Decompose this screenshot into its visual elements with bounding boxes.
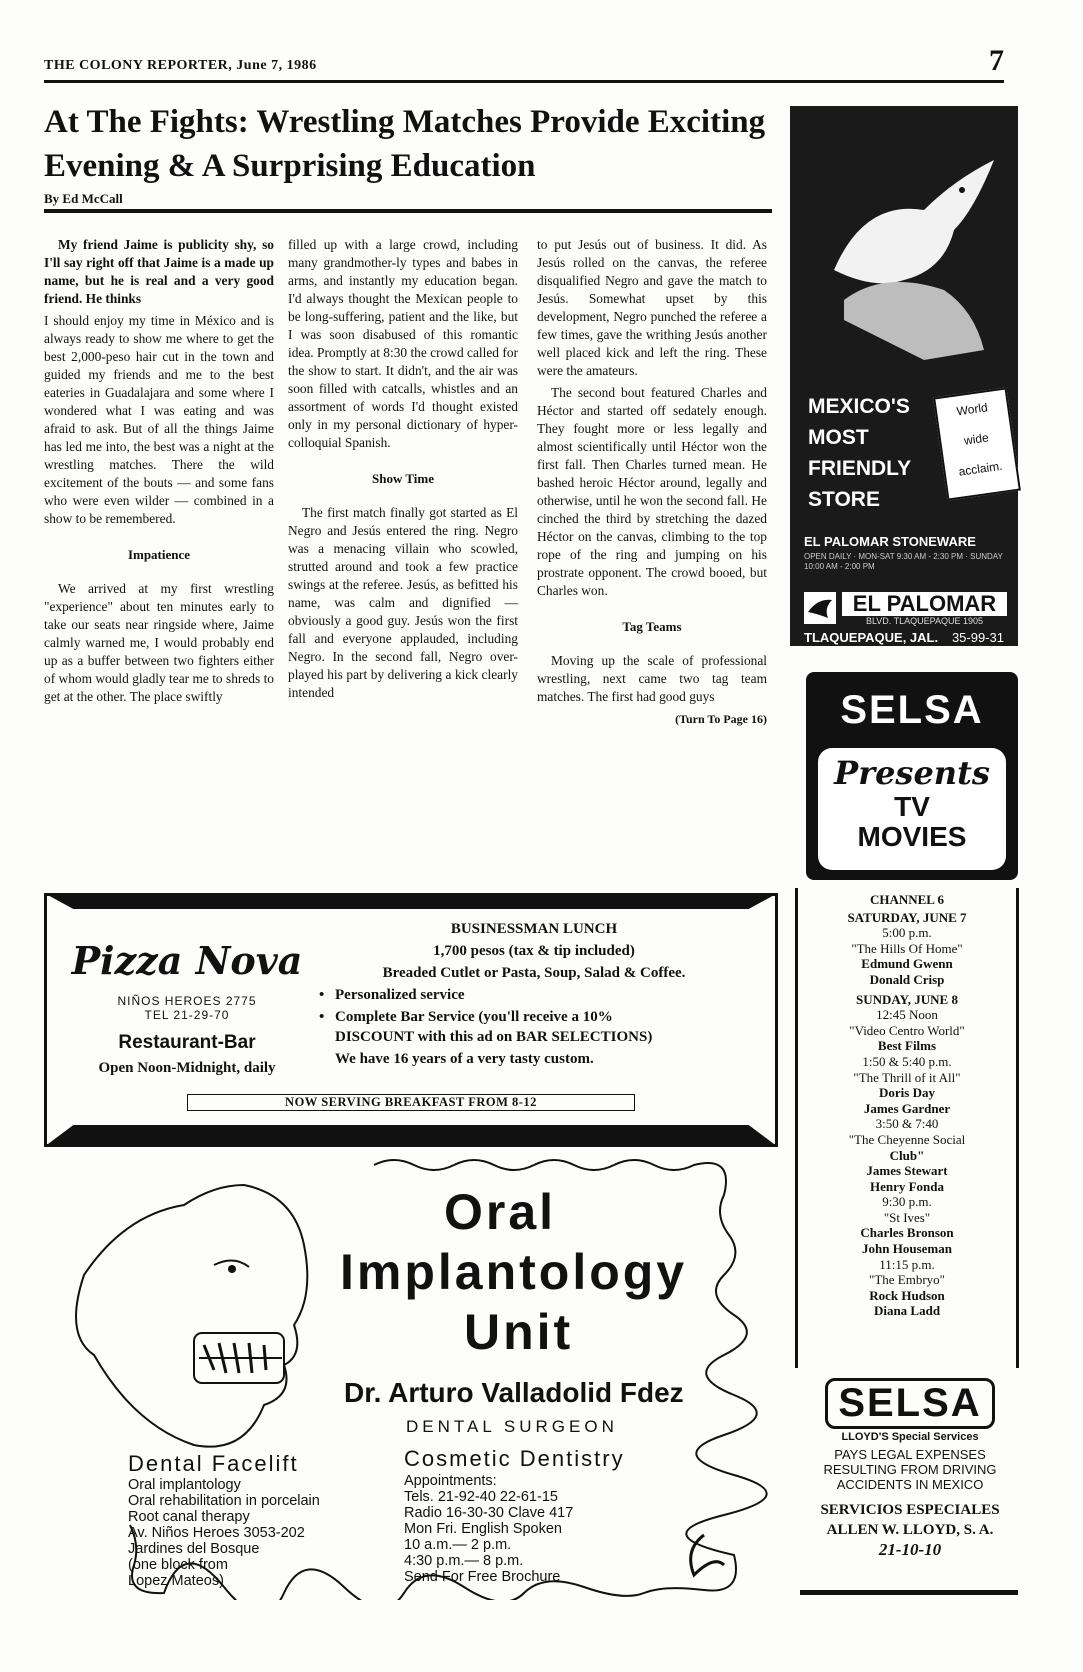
schedule-line: Doris Day [879, 1085, 935, 1101]
lunch-title: BUSINESSMAN LUNCH [450, 921, 618, 937]
selsa-tv-movies-ad [806, 672, 1018, 880]
breakfast-banner: NOW SERVING BREAKFAST FROM 8-12 [187, 1094, 635, 1111]
schedule-line: 9:30 p.m. [882, 1194, 932, 1210]
jump-line: (Turn To Page 16) [675, 712, 767, 726]
tv-text: TV [894, 791, 930, 822]
services-line: ALLEN W. LLOYD, S. A. [826, 1522, 994, 1538]
pays-line: ACCIDENTS IN MEXICO [836, 1477, 984, 1492]
dental-line: 10 a.m.— 2 p.m. [404, 1537, 512, 1553]
article-headline: At The Fights: Wrestling Matches Provide Exciting Evening & A Surprising Education [44, 104, 766, 184]
schedule-line: "St Ives" [883, 1209, 931, 1225]
schedule-line: "The Hills Of Home" [851, 940, 963, 956]
article-paragraph: The second bout featured Charles and Héctor and started off sedately enough. They fought more or less legally and almost scientifically until Héctor won the first fall. Then Charles turned mean. He bashed heroic Héctor around, legally and otherwise, until he won the second fall. He cinched the third by stretching the dazed Héctor on the canvas, climbing to the top rope of the ring and jumping on his prostrate opponent. The crowd booed, but Charles won. [537, 385, 767, 598]
selsa-inner-panel [818, 748, 1006, 870]
sunday-heading: SUNDAY, JUNE 8 [856, 991, 958, 1007]
dental-right-column [404, 1445, 625, 1585]
pizza-nova-logo: Pizza Nova [71, 938, 303, 983]
presents-text: Presents [834, 754, 990, 792]
lunch-menu: Breaded Cutlet or Pasta, Soup, Salad & Coffee. [382, 965, 686, 981]
saturday-listings [798, 925, 1016, 987]
schedule-line: 5:00 p.m. [882, 925, 932, 941]
ad-top-bar [44, 893, 778, 909]
lunch-offer [309, 918, 759, 1070]
palomar-phone: 35-99-31 [951, 630, 1004, 645]
dental-line: 4:30 p.m.— 8 p.m. [404, 1553, 524, 1569]
dental-left-lines [128, 1477, 320, 1589]
masthead [44, 44, 1004, 83]
palomar-slogan [808, 391, 911, 515]
bottom-rule [800, 1590, 1018, 1595]
dental-line: Appointments: [404, 1473, 497, 1489]
lloyd-phone: 21-10-10 [878, 1540, 942, 1559]
acclaim-line: World [955, 400, 989, 419]
dental-line: (one block from [128, 1557, 228, 1573]
article-paragraph: I should enjoy my time in México and is always ready to show me where to get the best 2,000-peso hair cut in the town and guided my friends and me to the best eateries in Guadalajara and some where I wondered what I was eating and was afraid to ask. But of all the things Jaime has led me into, the best was a night at the wrestling matches. There the wild excitement of the bouts — and some fans who were even wilder — combined in a show to be remembered. [44, 313, 274, 526]
lloyd-subtitle: LLOYD'S Special Services [841, 1431, 979, 1443]
pays-line: PAYS LEGAL EXPENSES [834, 1447, 986, 1462]
lloyd-services [800, 1500, 1020, 1540]
article-column-1 [44, 236, 274, 710]
schedule-line: Edmund Gwenn [861, 956, 953, 972]
folio: THE COLONY REPORTER, June 7, 1986 [44, 58, 317, 73]
byline: By Ed McCall [44, 191, 123, 206]
selsa-lloyd-ad [800, 1378, 1020, 1560]
subhead-show-time: Show Time [371, 471, 434, 486]
dental-line: Mon Fri. English Spoken [404, 1521, 562, 1537]
saturday-heading: SATURDAY, JUNE 7 [847, 909, 967, 925]
schedule-line: "The Embryo" [869, 1272, 945, 1288]
article-column-3 [537, 236, 767, 728]
schedule-line: 12:45 Noon [876, 1007, 938, 1023]
bullet-item: • Personalized service [335, 984, 759, 1006]
sunday-listings [798, 1007, 1016, 1319]
slogan-line: STORE [808, 488, 880, 511]
acclaim-line: acclaim. [957, 458, 1004, 479]
page-number: 7 [989, 44, 1004, 77]
schedule-line: "Video Centro World" [849, 1022, 965, 1038]
title-implantology: Implantology [340, 1244, 688, 1300]
schedule-line: Club" [889, 1147, 925, 1163]
subhead-tag-teams: Tag Teams [622, 619, 682, 634]
years-line: We have 16 years of a very tasty custom. [335, 1051, 594, 1067]
schedule-line: James Gardner [863, 1100, 951, 1116]
palomar-name: EL PALOMAR [842, 592, 1007, 616]
subhead-impatience: Impatience [127, 547, 191, 562]
bullet-continuation: DISCOUNT with this ad on BAR SELECTIONS) [335, 1029, 653, 1045]
article-paragraph: Moving up the scale of professional wrestling, next came two tag team matches. The first had good guys [537, 653, 767, 704]
pizza-address [67, 994, 307, 1022]
palomar-city-name: TLAQUEPAQUE, JAL. [804, 630, 939, 645]
slogan-line: MEXICO'S [808, 395, 910, 418]
palomar-logo-icon [804, 592, 836, 624]
selsa-logo: SELSA [840, 688, 984, 732]
ad-bottom-bar [44, 1125, 778, 1147]
schedule-line: Charles Bronson [860, 1225, 954, 1241]
el-palomar-ad [790, 106, 1018, 646]
acclaim-line: wide [963, 430, 990, 448]
slogan-line: FRIENDLY [808, 457, 912, 480]
dental-surgeon: DENTAL SURGEON [406, 1417, 618, 1436]
acclaim-badge [933, 387, 1021, 500]
tv-schedule [795, 888, 1019, 1368]
dental-line: Lopez Mateos) [128, 1573, 224, 1589]
dental-line: Tels. 21-92-40 22-61-15 [404, 1489, 558, 1505]
schedule-line: "The Thrill of it All" [853, 1069, 961, 1085]
oral-implantology-ad [44, 1155, 772, 1600]
schedule-line: James Stewart [866, 1163, 948, 1179]
bullet-item: • Complete Bar Service (you'll receive a 10% [335, 1006, 759, 1028]
dental-facelift-heading: Dental Facelift [128, 1451, 299, 1476]
dental-line: Jardines del Bosque [128, 1541, 260, 1557]
title-unit: Unit [464, 1304, 574, 1360]
schedule-line: 1:50 & 5:40 p.m. [862, 1053, 952, 1069]
bullet-list [309, 984, 759, 1028]
schedule-line: Rock Hudson [869, 1287, 945, 1303]
selsa-lloyd-logo: SELSA [825, 1378, 994, 1429]
opening-hours: Open Noon-Midnight, daily [98, 1060, 276, 1076]
schedule-line: Best Films [877, 1038, 937, 1054]
pays-line: RESULTING FROM DRIVING [823, 1462, 997, 1477]
schedule-line: 11:15 p.m. [879, 1256, 935, 1272]
dental-line: Oral implantology [128, 1477, 241, 1493]
dental-right-lines [404, 1473, 625, 1585]
dental-line: Av. Niños Heroes 3053-202 [128, 1525, 305, 1541]
restaurant-bar: Restaurant-Bar [118, 1032, 256, 1053]
article-paragraph: filled up with a large crowd, including many grandmother-ly types and babes in arms, and instantly my education began. I'd always thought the Mexican people to be long-suffering, patient and the like, but I was soon disabused of this romantic idea. Promptly at 8:30 the crowd called for the show to start. It didn't, and the air was soon filled with catcalls, whistles and an assortment of words I'd thought existed only in my personal dictionary of hyper-colloquial Spanish. [288, 237, 518, 450]
schedule-line: 3:50 & 7:40 [875, 1116, 939, 1132]
phone-line: TEL 21-29-70 [144, 1008, 230, 1022]
article-paragraph: My friend Jaime is publicity shy, so I'll say right off that Jaime is a made up name, but he is real and a very good friend. He thinks [44, 237, 274, 306]
cosmetic-dentistry-heading: Cosmetic Dentistry [404, 1446, 625, 1471]
schedule-line: "The Cheyenne Social [848, 1131, 966, 1147]
headline-rule [44, 209, 772, 213]
dental-line: Oral rehabilitation in porcelain [128, 1493, 320, 1509]
palomar-hours: OPEN DAILY · MON-SAT 9:30 AM - 2:30 PM · SUNDAY 10:00 AM - 2:00 PM [804, 552, 1003, 571]
schedule-line: Donald Crisp [869, 971, 945, 987]
palomar-brand: EL PALOMAR STONEWARE [804, 534, 976, 549]
doctor-name: Dr. Arturo Valladolid Fdez [344, 1377, 684, 1408]
pizza-nova-ad [44, 893, 778, 1147]
palomar-address: BLVD. TLAQUEPAQUE 1905 [865, 616, 984, 626]
article-paragraph: to put Jesús out of business. It did. As Jesús rolled on the canvas, the referee disqualified Negro and gave the match to Jesús. Somewhat upset by this development, Negro punched the referee a few times, gave the writhing Jesús another well placed kick and left the ring. These were the amateurs. [537, 237, 767, 378]
address-line: NIÑOS HEROES 2775 [117, 994, 257, 1008]
title-oral: Oral [444, 1184, 557, 1240]
dental-line: Send For Free Brochure [404, 1569, 561, 1585]
movies-text: MOVIES [857, 821, 967, 852]
dental-line: Radio 16-30-30 Clave 417 [404, 1505, 574, 1521]
dove-hand-illustration [804, 120, 1004, 370]
lloyd-pays [800, 1447, 1020, 1492]
article-paragraph: We arrived at my first wrestling "experience" about ten minutes early to take our seats near ringside where, Jaime calmly warned me, I would probably end up as a buffer between two fighters either of whom would gladly tear me to shreds to get at the other. The place swiftly [44, 581, 274, 704]
slogan-line: MOST [808, 426, 869, 449]
services-line: SERVICIOS ESPECIALES [820, 1502, 1000, 1518]
lunch-price: 1,700 pesos (tax & tip included) [433, 943, 635, 959]
channel-heading: CHANNEL 6 [869, 892, 945, 907]
article-column-2 [288, 236, 518, 706]
schedule-line: John Houseman [862, 1241, 952, 1257]
dental-left-column [128, 1451, 320, 1589]
schedule-line: Diana Ladd [873, 1303, 941, 1319]
schedule-line: Henry Fonda [869, 1178, 945, 1194]
palomar-city [804, 630, 1004, 645]
dental-line: Root canal therapy [128, 1509, 250, 1525]
article-paragraph: The first match finally got started as El Negro and Jesús entered the ring. Negro was a menacing villain who scowled, strutted around and took a few practice swings at the referee. Jesús, as befitted his name, was calm and dignified — obviously a good guy. Jesús won the first fall and everyone applauded, including Negro. In the second fall, Negro over-played his part by delivering a kick clearly intended [288, 505, 518, 700]
